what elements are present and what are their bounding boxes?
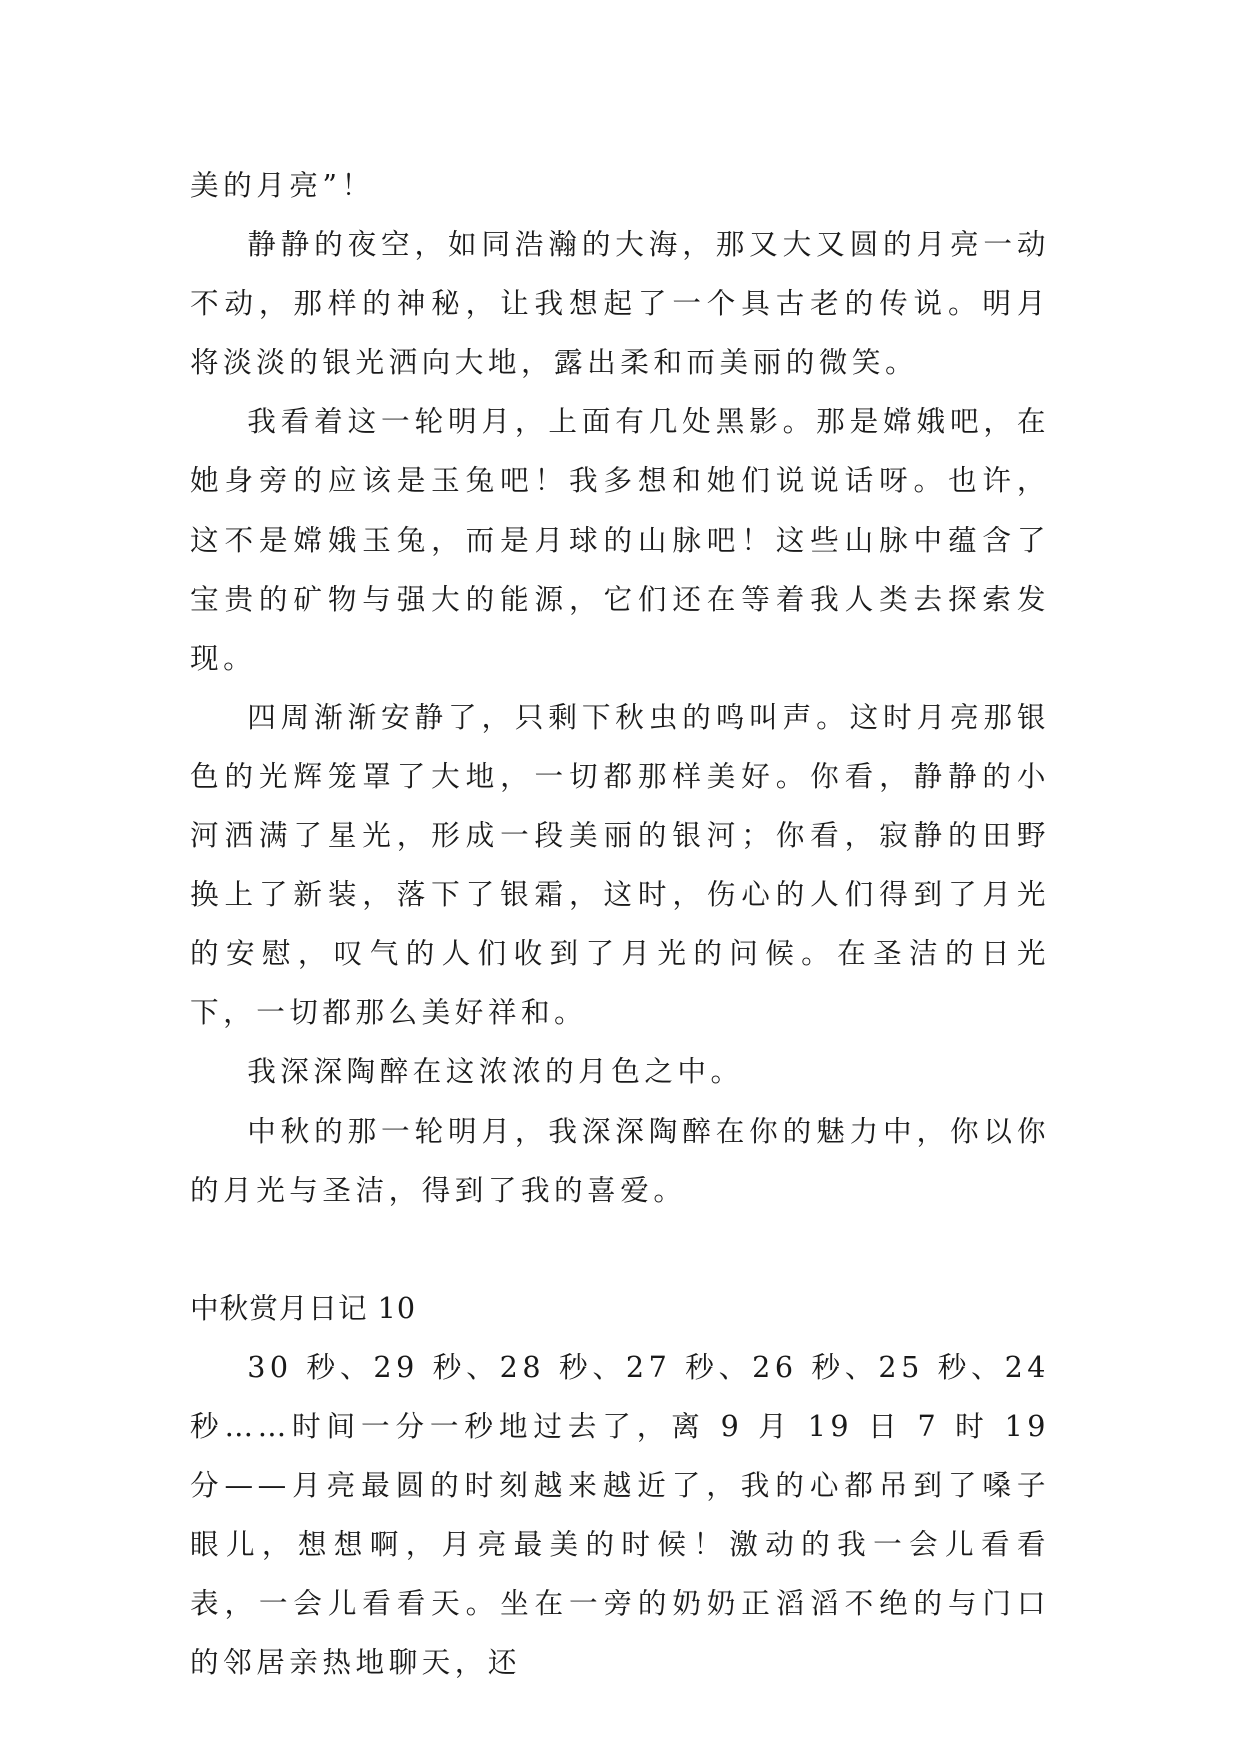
paragraph-quiet-surroundings: 四周渐渐安静了，只剩下秋虫的鸣叫声。这时月亮那银色的光辉笼罩了大地，一切都那样美好。你看，静静的小河洒满了星光，形成一段美丽的银河；你看，寂静的田野换上了新装，落下了银霜，这时，伤心的人们得到了月光的安慰，叹气的人们收到了月光的问候。在圣洁的日光下，一切都那么美好祥和。 bbox=[190, 699, 1050, 1030]
paragraph-conclusion: 中秋的那一轮明月，我深深陶醉在你的魅力中，你以你的月光与圣洁，得到了我的喜爱。 bbox=[190, 1113, 1050, 1207]
paragraph-moon-shadows: 我看着这一轮明月，上面有几处黑影。那是嫦娥吧，在她身旁的应该是玉兔吧！我多想和她们说说话呀。也许，这不是嫦娥玉兔，而是月球的山脉吧！这些山脉中蕴含了宝贵的矿物与强大的能源，它们还在等着我人类去探索发现。 bbox=[190, 404, 1050, 675]
paragraph-continuation: 美的月亮”！ bbox=[190, 168, 375, 202]
paragraph-countdown: 30 秒、29 秒、28 秒、27 秒、26 秒、25 秒、24 秒……时间一分一秒地过去了，离 9 月 19 日 7 时 19 分——月亮最圆的时刻越来越近了，我的心都吊到了嗓子眼儿，想想啊，月亮最美的时候！激动的我一会儿看看表，一会儿看看天。坐在一旁的奶奶正滔滔不绝的与门口的邻居亲热地聊天，还 bbox=[190, 1349, 1050, 1680]
paragraph-night-sky: 静静的夜空，如同浩瀚的大海，那又大又圆的月亮一动不动，那样的神秘，让我想起了一个具古老的传说。明月将淡淡的银光洒向大地，露出柔和而美丽的微笑。 bbox=[190, 227, 1050, 380]
section-heading: 中秋赏月日记 10 bbox=[190, 1290, 417, 1325]
document-body bbox=[190, 156, 1050, 1692]
section-gap bbox=[190, 1220, 1050, 1279]
paragraph-intoxicated: 我深深陶醉在这浓浓的月色之中。 bbox=[247, 1054, 744, 1089]
